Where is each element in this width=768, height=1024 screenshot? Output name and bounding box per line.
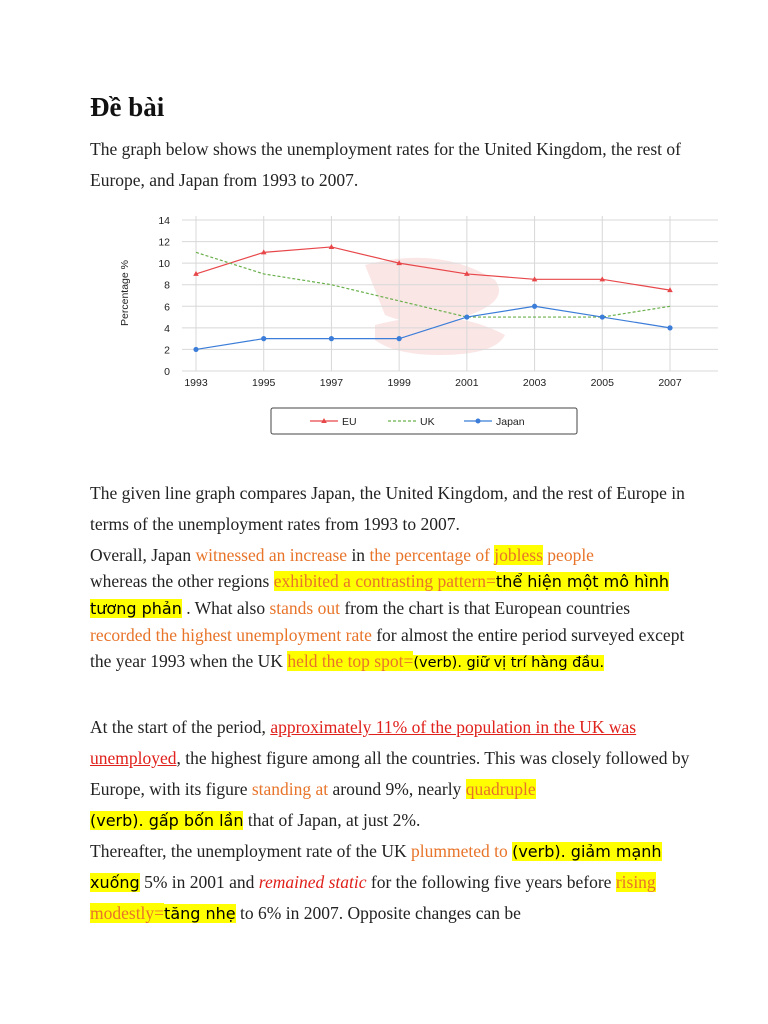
data-point-japan: [600, 314, 605, 319]
x-tick-label: 1993: [184, 377, 208, 389]
details-text: for the following five years before: [366, 872, 616, 892]
y-tick-label: 0: [164, 366, 170, 378]
legend-marker-japan: [476, 419, 481, 424]
x-tick-label: 1999: [387, 377, 411, 389]
phrase-orange: the percentage of: [369, 545, 495, 565]
phrase-orange: standing at: [251, 779, 329, 799]
highlighted-phrase: quadruple: [465, 779, 536, 799]
paragraph-details-2: [90, 836, 690, 929]
overview-text: . What also: [181, 598, 270, 618]
phrase-orange: plummeted to: [410, 841, 508, 861]
data-point-japan: [532, 304, 537, 309]
legend-label: EU: [342, 416, 357, 428]
phrase-orange: stands out: [269, 598, 340, 618]
details-text: , the highest figure among all the countries. This was closely followed by Europe, with its figure: [90, 748, 690, 799]
paragraph-overview: [90, 542, 690, 676]
data-point-eu: [329, 244, 335, 249]
phrase-orange: witnessed an increase: [195, 545, 348, 565]
y-tick-label: 14: [158, 215, 170, 227]
details-text: that of Japan, at just 2%.: [243, 810, 421, 830]
highlighted-phrase: exhibited a contrasting pattern=: [273, 571, 496, 591]
x-tick-label: 2005: [590, 377, 614, 389]
highlighted-phrase: held the top spot=: [287, 651, 414, 671]
details-text: Thereafter, the unemployment rate of the UK: [90, 841, 411, 861]
paragraph-intro: The given line graph compares Japan, the United Kingdom, and the rest of Europe in terms of the unemployment rates from 1993 to 2007.: [90, 483, 685, 534]
vietnamese-note: thể hiện một mô hình tương phản: [90, 572, 669, 618]
overview-text: from the chart is that European countries: [339, 598, 631, 618]
phrase-orange: people: [542, 545, 594, 565]
vietnamese-note: (verb). giảm mạnh xuống: [90, 842, 662, 892]
x-axis-ticks: [184, 377, 682, 389]
data-point-japan: [193, 347, 198, 352]
data-point-japan: [667, 325, 672, 330]
phrase-red-underlined: approximately 11% of the population in the UK was unemployed: [90, 717, 637, 768]
data-point-japan: [261, 336, 266, 341]
chart-legend: [271, 408, 577, 434]
y-axis-ticks: [158, 215, 170, 378]
data-point-japan: [329, 336, 334, 341]
phrase-red-italic: remained static: [258, 872, 367, 892]
y-tick-label: 2: [164, 344, 170, 357]
legend-label: Japan: [496, 416, 525, 428]
details-text: to 6% in 2007. Opposite changes can be: [235, 903, 521, 923]
details-text: At the start of the period,: [90, 717, 271, 737]
overview-text: whereas the other regions: [90, 571, 274, 591]
x-tick-label: 2007: [658, 377, 682, 389]
vietnamese-note: (verb). giữ vị trí hàng đầu.: [413, 655, 605, 671]
phrase-orange: recorded the highest unemployment rate: [90, 625, 372, 645]
legend-label: UK: [420, 416, 435, 428]
data-point-japan: [464, 314, 469, 319]
x-tick-label: 1997: [319, 377, 344, 389]
y-tick-label: 6: [164, 301, 170, 314]
x-tick-label: 1995: [252, 377, 276, 389]
y-axis-label: Percentage %: [119, 260, 131, 326]
y-tick-label: 4: [164, 322, 170, 335]
highlighted-phrase: jobless: [494, 545, 543, 565]
x-tick-label: 2001: [455, 377, 479, 389]
y-tick-label: 12: [158, 236, 170, 249]
y-tick-label: 10: [158, 258, 170, 271]
page-title: Đề bài: [90, 92, 165, 122]
vietnamese-note: tăng nhẹ: [164, 904, 236, 923]
details-text: 5% in 2001 and: [139, 872, 259, 892]
details-text: around 9%, nearly: [328, 779, 466, 799]
overview-text: Overall, Japan: [90, 545, 196, 565]
highlighted-phrase: rising modestly=: [90, 872, 656, 923]
y-tick-label: 8: [164, 279, 170, 292]
unemployment-line-chart: [110, 205, 730, 440]
x-tick-label: 2003: [522, 377, 547, 389]
data-point-japan: [397, 336, 402, 341]
paragraph-details-1: [90, 712, 690, 836]
overview-text: in: [347, 545, 370, 565]
vietnamese-note: (verb). gấp bốn lần: [90, 811, 244, 830]
prompt-text: The graph below shows the unemployment rates for the United Kingdom, the rest of Europe, and Japan from 1993 to 2007.: [90, 139, 681, 190]
overview-text: for almost the entire period surveyed except the year 1993 when the UK: [90, 625, 685, 671]
